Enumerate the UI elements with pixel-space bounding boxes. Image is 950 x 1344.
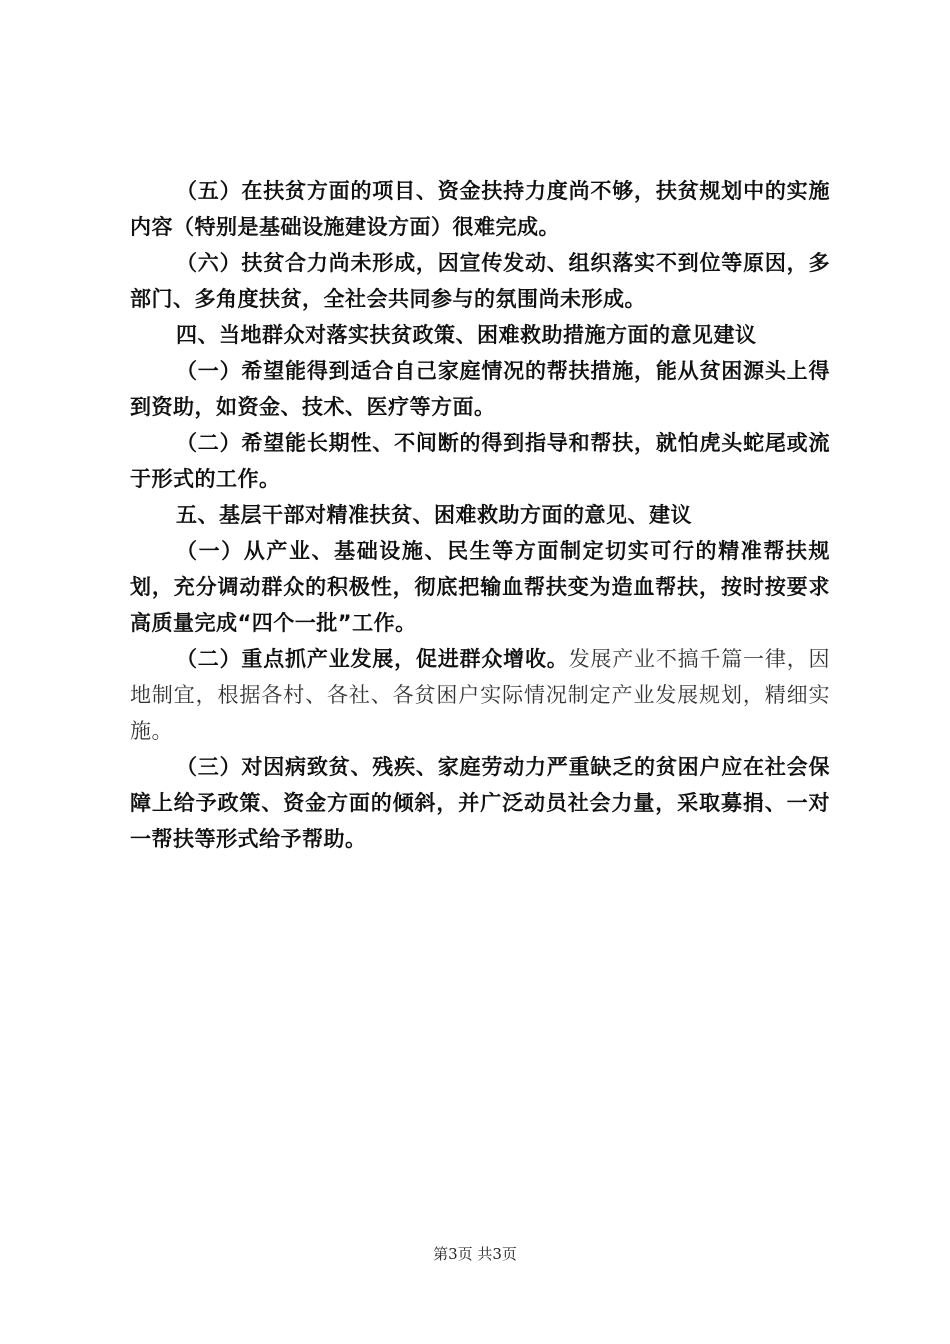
page-footer xyxy=(0,1243,950,1264)
paragraph-5-1: （一）从产业、基础设施、民生等方面制定切实可行的精准帮扶规划，充分调动群众的积极性，彻底把输血帮扶变为造血帮扶，按时按要求高质量完成“四个一批”工作。 xyxy=(130,539,830,635)
paragraph-5-3: （三）对因病致贫、残疾、家庭劳动力严重缺乏的贫困户应在社会保障上给予政策、资金方面的倾斜，并广泛动员社会力量，采取募捐、一对一帮扶等形式给予帮助。 xyxy=(130,755,830,851)
page-number-label: 第3页 共3页 xyxy=(433,1245,517,1263)
paragraph-5-2 xyxy=(130,641,830,749)
document-body xyxy=(130,173,830,857)
section-heading-4: 四、当地群众对落实扶贫政策、困难救助措施方面的意见建议 xyxy=(176,323,757,347)
paragraph-4-2: （二）希望能长期性、不间断的得到指导和帮扶，就怕虎头蛇尾或流于形式的工作。 xyxy=(130,431,830,491)
paragraph-5-2-detail: 发展产业不搞千篇一律，因地制宜，根据各村、各社、各贫困户实际情况制定产业发展规划，精细实施。 xyxy=(130,647,831,743)
paragraph-6-synergy: （六）扶贫合力尚未形成，因宣传发动、组织落实不到位等原因，多部门、多角度扶贫，全社会共同参与的氛围尚未形成。 xyxy=(130,251,830,311)
section-heading-5: 五、基层干部对精准扶贫、困难救助方面的意见、建议 xyxy=(176,503,692,527)
paragraph-5-2-lead: （二）重点抓产业发展，促进群众增收。 xyxy=(176,647,569,671)
paragraph-4-1: （一）希望能得到适合自己家庭情况的帮扶措施，能从贫困源头上得到资助，如资金、技术、医疗等方面。 xyxy=(130,359,830,419)
paragraph-5-funding: （五）在扶贫方面的项目、资金扶持力度尚不够，扶贫规划中的实施内容（特别是基础设施建设方面）很难完成。 xyxy=(130,179,830,239)
